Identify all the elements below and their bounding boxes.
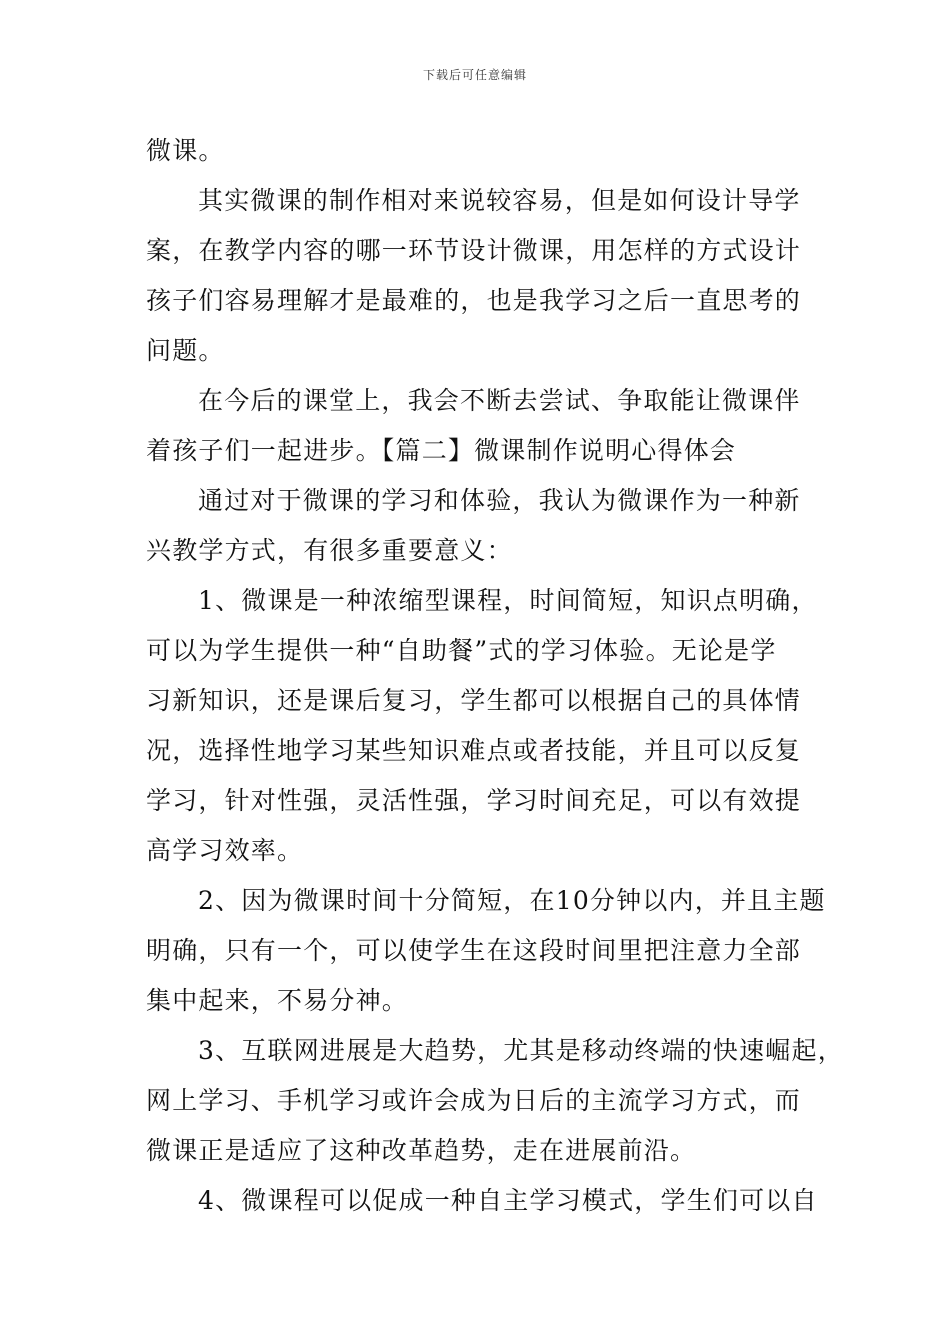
- paragraph-first-line: 1、微课是一种浓缩型课程，时间简短，知识点明确，: [198, 586, 818, 615]
- text-line: 习新知识，还是课后复习，学生都可以根据自己的具体情: [146, 686, 802, 715]
- text-line: 可以为学生提供一种“自助餐”式的学习体验。无论是学: [146, 636, 777, 665]
- text-line: 微课。: [146, 136, 225, 165]
- paragraph-first-line: 在今后的课堂上，我会不断去尝试、争取能让微课伴: [198, 386, 801, 415]
- text-line: 孩子们容易理解才是最难的，也是我学习之后一直思考的: [146, 286, 802, 315]
- text-line: 学习，针对性强，灵活性强，学习时间充足，可以有效提: [146, 786, 802, 815]
- paragraph-first-line: 其实微课的制作相对来说较容易，但是如何设计导学: [198, 186, 801, 215]
- text-line: 兴教学方式，有很多重要意义：: [146, 536, 513, 565]
- text-line: 明确，只有一个，可以使学生在这段时间里把注意力全部: [146, 936, 802, 965]
- text-line: 网上学习、手机学习或许会成为日后的主流学习方式，而: [146, 1086, 802, 1115]
- paragraph-first-line: 3、互联网进展是大趋势，尤其是移动终端的快速崛起，: [198, 1036, 844, 1065]
- document-body: [146, 126, 844, 1226]
- text-line: 着孩子们一起进步。【篇二】微课制作说明心得体会: [146, 436, 737, 465]
- text-line: 问题。: [146, 336, 225, 365]
- page-header: 下载后可任意编辑: [422, 68, 527, 82]
- paragraph-first-line: 通过对于微课的学习和体验，我认为微课作为一种新: [198, 486, 801, 515]
- text-line: 集中起来，不易分神。: [146, 986, 409, 1015]
- paragraph-first-line: 2、因为微课时间十分简短，在10分钟以内，并且主题: [198, 886, 826, 915]
- paragraph-first-line: 4、微课程可以促成一种自主学习模式，学生们可以自: [198, 1186, 818, 1215]
- text-line: 况，选择性地学习某些知识难点或者技能，并且可以反复: [146, 736, 802, 765]
- text-line: 微课正是适应了这种改革趋势，走在进展前沿。: [146, 1136, 697, 1165]
- text-line: 案，在教学内容的哪一环节设计微课，用怎样的方式设计: [146, 236, 802, 265]
- text-line: 高学习效率。: [146, 836, 304, 865]
